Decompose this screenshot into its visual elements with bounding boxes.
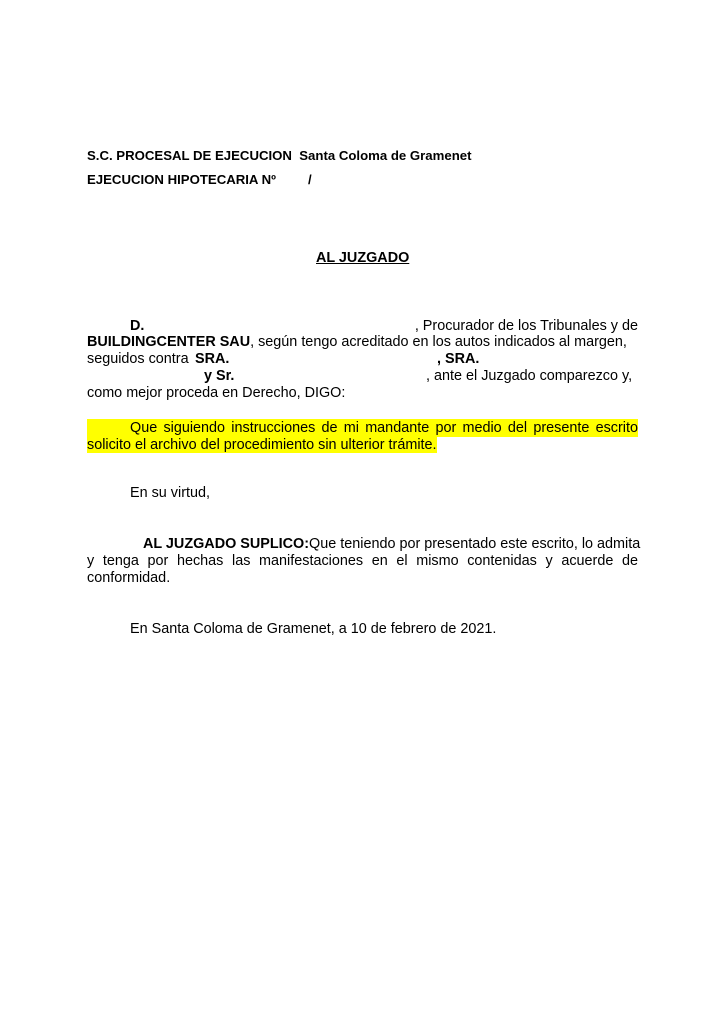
seguidos-text: seguidos contra <box>87 351 189 367</box>
suplico-line-1 <box>87 536 641 553</box>
highlight-text-1: Que siguiendo instrucciones de mi mandante por medio del presente escrito <box>87 419 638 437</box>
highlight-line-2 <box>87 436 437 454</box>
suplico-label: AL JUZGADO SUPLICO: <box>143 536 310 552</box>
suplico-line-1-rest: Que teniendo por presentado este escrito, lo admita <box>309 536 641 552</box>
comparezco-text: , ante el Juzgado comparezco y, <box>426 368 633 384</box>
sra-2: , SRA. <box>437 351 480 367</box>
court-name: S.C. PROCESAL DE EJECUCION <box>87 148 292 163</box>
intro-line-1 <box>87 318 638 335</box>
intro-line-2-rest: , según tengo acreditado en los autos indicados al margen, <box>250 334 627 350</box>
court-header <box>87 147 471 164</box>
d-label: D. <box>130 318 145 334</box>
court-city: Santa Coloma de Gramenet <box>299 148 472 163</box>
y-sr: y Sr. <box>204 368 235 384</box>
case-number-line <box>87 171 312 188</box>
highlight-text-2: solicito el archivo del procedimiento sin ulterior trámite. <box>87 437 437 453</box>
procurador-text: , Procurador de los Tribunales y de <box>414 318 638 334</box>
sra-1: SRA. <box>195 351 230 367</box>
document-title: AL JUZGADO <box>316 250 410 266</box>
case-separator: / <box>307 172 312 187</box>
intro-line-5: como mejor proceda en Derecho, DIGO: <box>87 385 346 401</box>
case-label: EJECUCION HIPOTECARIA Nº <box>87 172 276 187</box>
highlight-line-1 <box>87 419 638 437</box>
suplico-line-3: conformidad. <box>87 570 171 586</box>
intro-line-3 <box>87 351 189 368</box>
company-name: BUILDINGCENTER SAU <box>87 334 251 350</box>
suplico-line-2: y tenga por hechas las manifestaciones en el mismo contenidas y acuerde de <box>87 553 638 569</box>
intro-line-2 <box>87 334 627 351</box>
closing-line: En Santa Coloma de Gramenet, a 10 de febrero de 2021. <box>130 621 497 637</box>
virtud-text: En su virtud, <box>130 485 210 501</box>
